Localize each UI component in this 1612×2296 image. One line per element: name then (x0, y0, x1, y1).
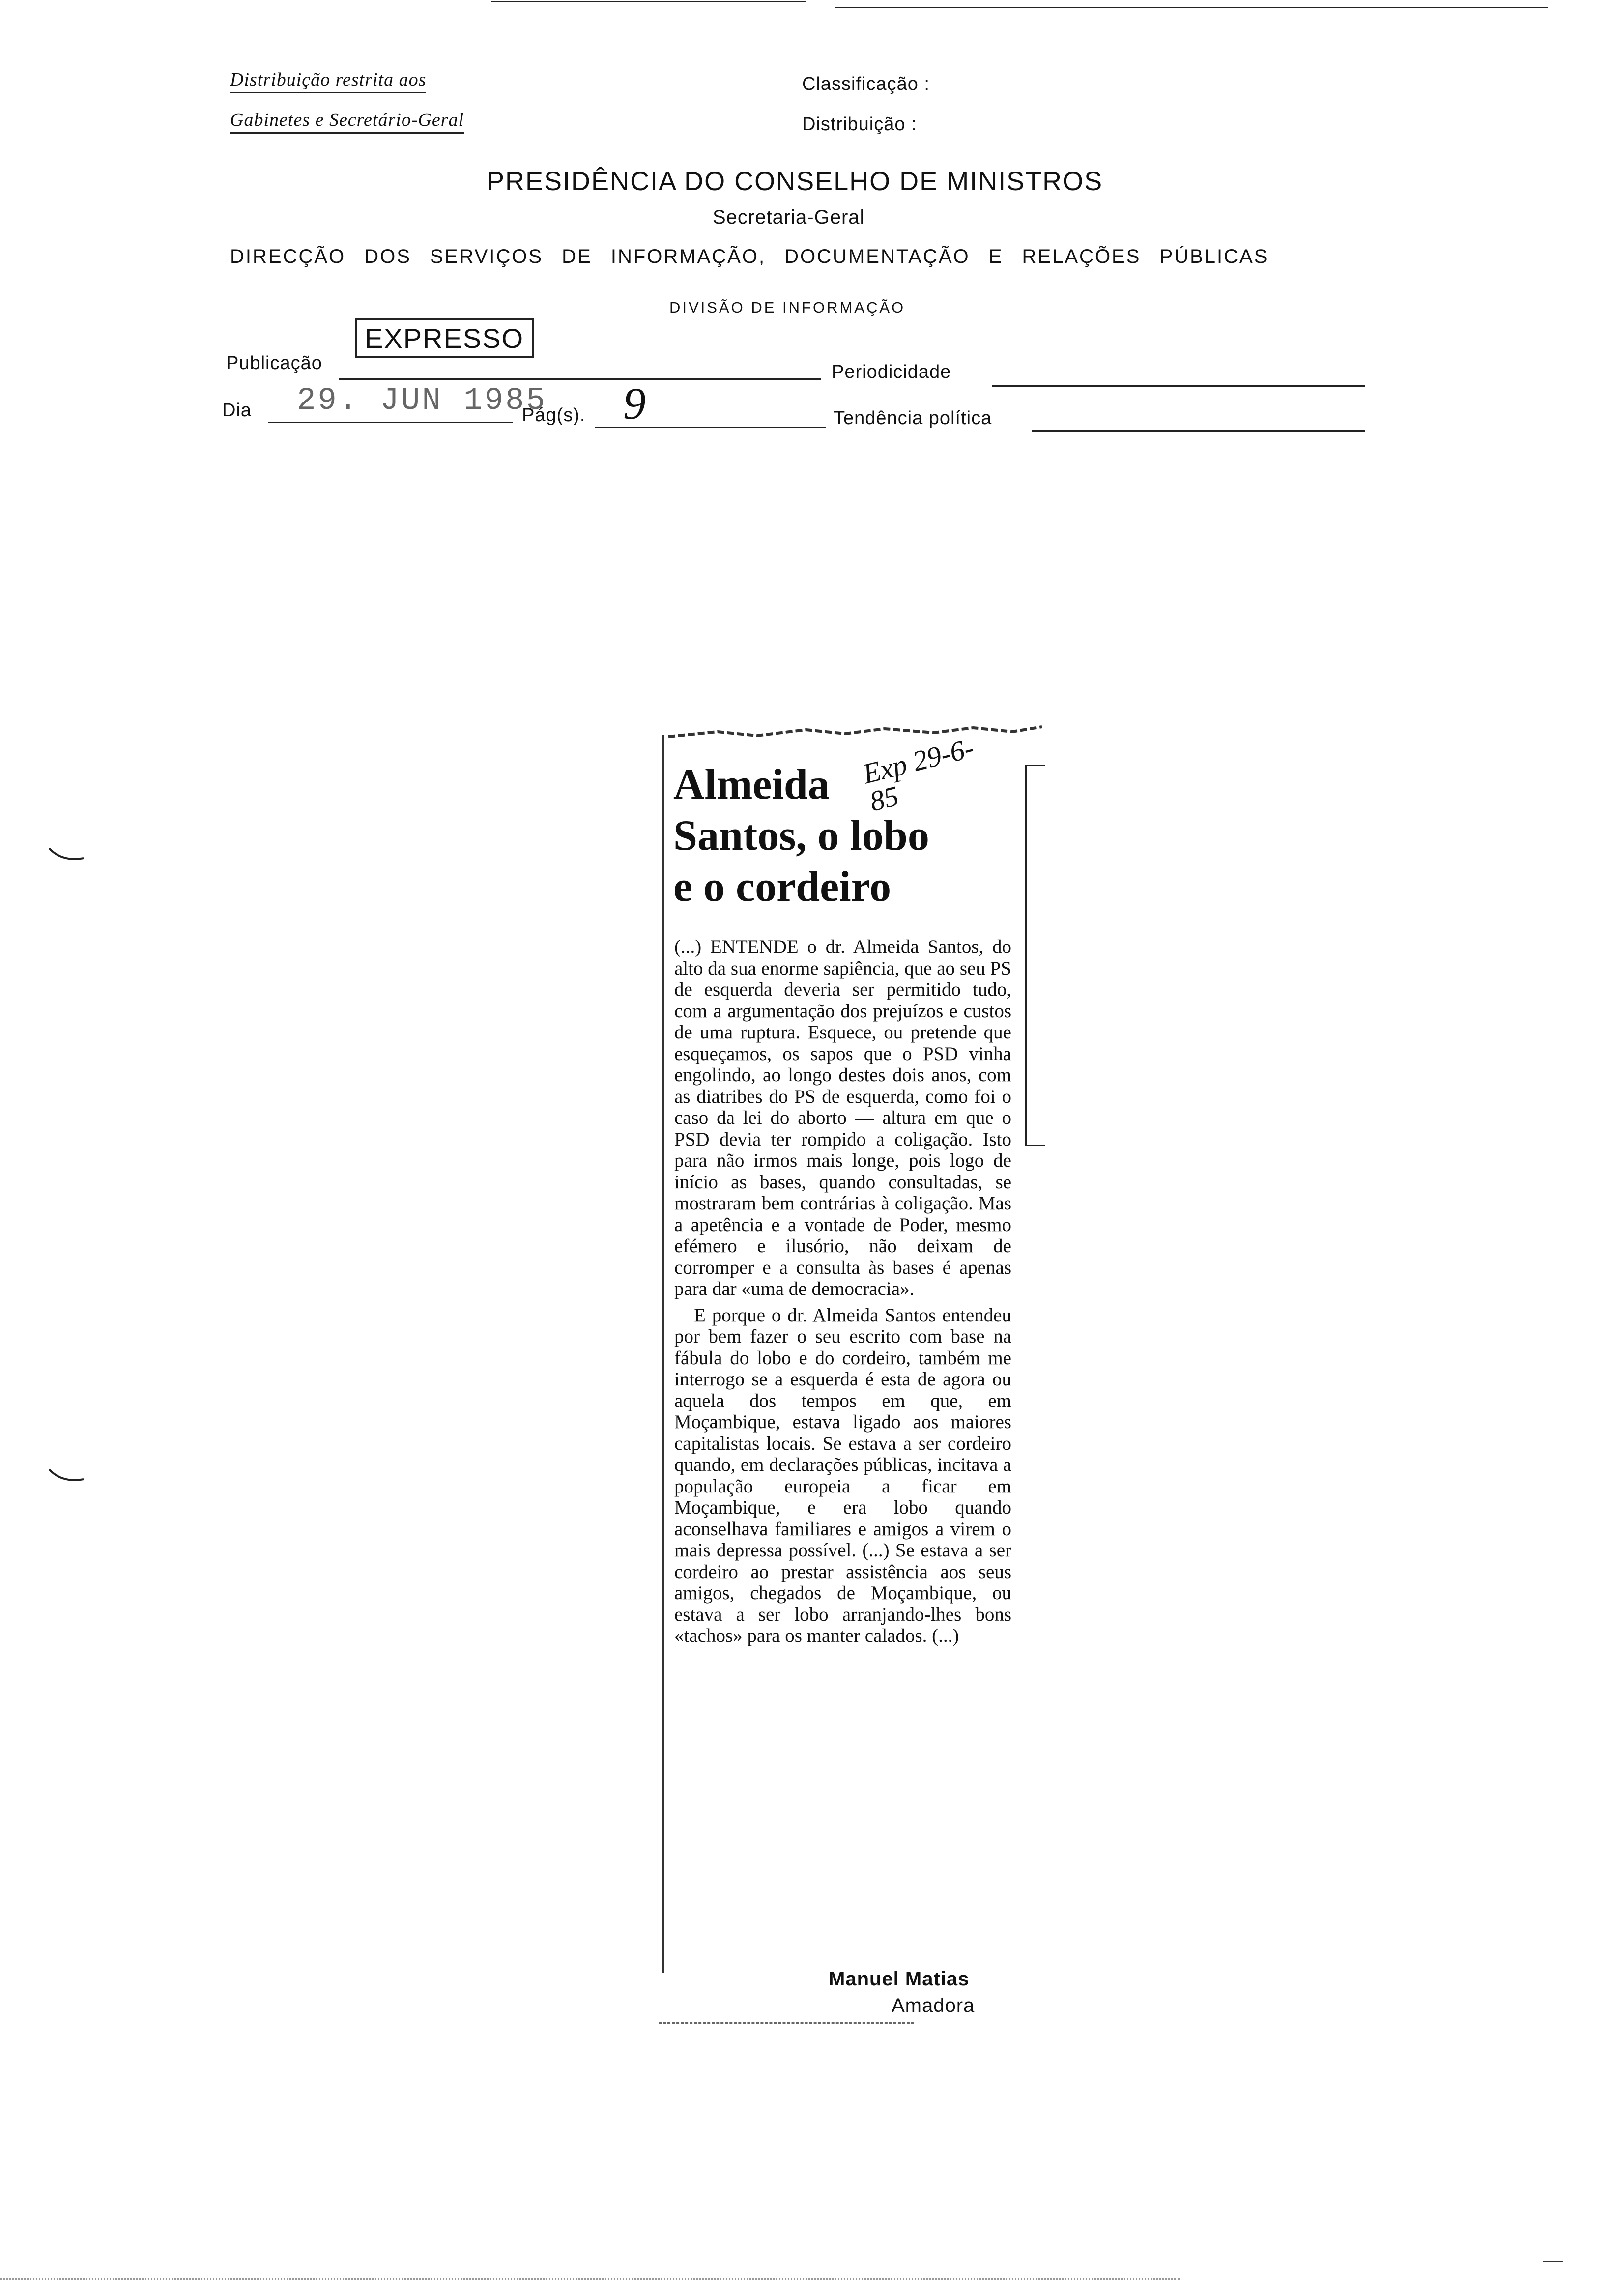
tendencia-label: Tendência política (834, 408, 992, 429)
clip-bottom-edge (659, 2022, 914, 2024)
distribuicao-label: Distribuição : (802, 114, 917, 135)
pags-line (595, 427, 826, 428)
restricted-line-1: Distribuição restrita aos (230, 69, 426, 90)
article-title-line-2: Santos, o lobo (673, 812, 929, 860)
article-body (674, 936, 1011, 1647)
direction-line: DIRECÇÃO DOS SERVIÇOS DE INFORMAÇÃO, DOCUMENTAÇÃO E RELAÇÕES PÚBLICAS (230, 246, 1269, 267)
publicacao-label: Publicação (226, 353, 322, 373)
publicacao-stamp: EXPRESSO (355, 318, 534, 358)
article-paragraph-2: E porque o dr. Almeida Santos entendeu por bem fazer o seu escrito com base na fábula do lobo e do cordeiro, também me interrogo se a esquerda é esta de agora ou aquela dos tempos em que, em Moçambique, estava ligado aos maiores capitalistas locais. Se estava a ser cordeiro quando, em declarações públicas, incitava a população europeia a ficar em Moçambique, e era lobo quando aconselhava familiares e amigos a virem o mais depressa possível. (...) Se estava a ser cordeiro ao prestar assistência aos seus amigos, chegados de Moçambique, ou estava a ser lobo arranjando-lhes bons «tachos» para os manter calados. (...) (674, 1304, 1011, 1646)
article-title-line-1: Almeida (673, 761, 830, 808)
article-paragraph-1: (...) ENTENDE o dr. Almeida Santos, do alto da sua enorme sapiência, que ao seu PS de esquerda deveria ser permitido tudo, com a argumentação dos prejuízos e custos de uma ruptura. Esquece, ou pretende que esqueçamos, os sapos que o PSD vinha engolindo, ao longo destes dois anos, com as diatribes do PS de esquerda, como foi o caso da lei do aborto — altura em que o PSD devia ter rompido a coligação. Isto para não irmos mais longe, pois logo de início as bases, quando consultadas, se mostraram bem contrárias à coligação. Mas a apetência e a vontade de Poder, mesmo efémero e ilusório, não deixam de corromper e a consulta às bases é apenas para dar «uma de democracia». (674, 936, 1011, 1299)
page-title: PRESIDÊNCIA DO CONSELHO DE MINISTROS (487, 167, 1103, 196)
classificacao-label: Classificação : (802, 74, 930, 94)
handwritten-annotation: Exp 29-6-85 (859, 731, 978, 818)
periodicidade-label: Periodicidade (832, 362, 951, 382)
page-subtitle: Secretaria-Geral (713, 206, 865, 228)
punch-mark-lower (47, 1466, 86, 1486)
clip-left-edge (662, 735, 664, 1973)
punch-mark-upper (47, 845, 86, 865)
article-title-line-3: e o cordeiro (673, 863, 892, 911)
tendencia-line (1032, 430, 1365, 432)
restricted-line-2: Gabinetes e Secretário-Geral (230, 109, 464, 131)
torn-top-edge (659, 725, 1047, 745)
pags-handwritten: 9 (623, 378, 646, 429)
dia-line (268, 422, 513, 423)
newspaper-clipping (659, 725, 1047, 2037)
top-rule-left (491, 1, 806, 2)
periodicidade-line (992, 385, 1365, 387)
right-bracket (1025, 765, 1045, 1146)
publicacao-line (339, 378, 821, 380)
bottom-rule (1543, 2261, 1563, 2262)
bottom-noise (0, 2278, 1180, 2280)
pags-label: Pág(s). (522, 405, 586, 426)
article-place: Amadora (892, 1995, 975, 2016)
dia-stamp: 29. JUN 1985 (297, 383, 547, 419)
dia-label: Dia (222, 400, 252, 421)
division-line: DIVISÃO DE INFORMAÇÃO (669, 299, 906, 316)
top-rule-right (835, 7, 1548, 8)
article-author: Manuel Matias (829, 1968, 970, 1990)
